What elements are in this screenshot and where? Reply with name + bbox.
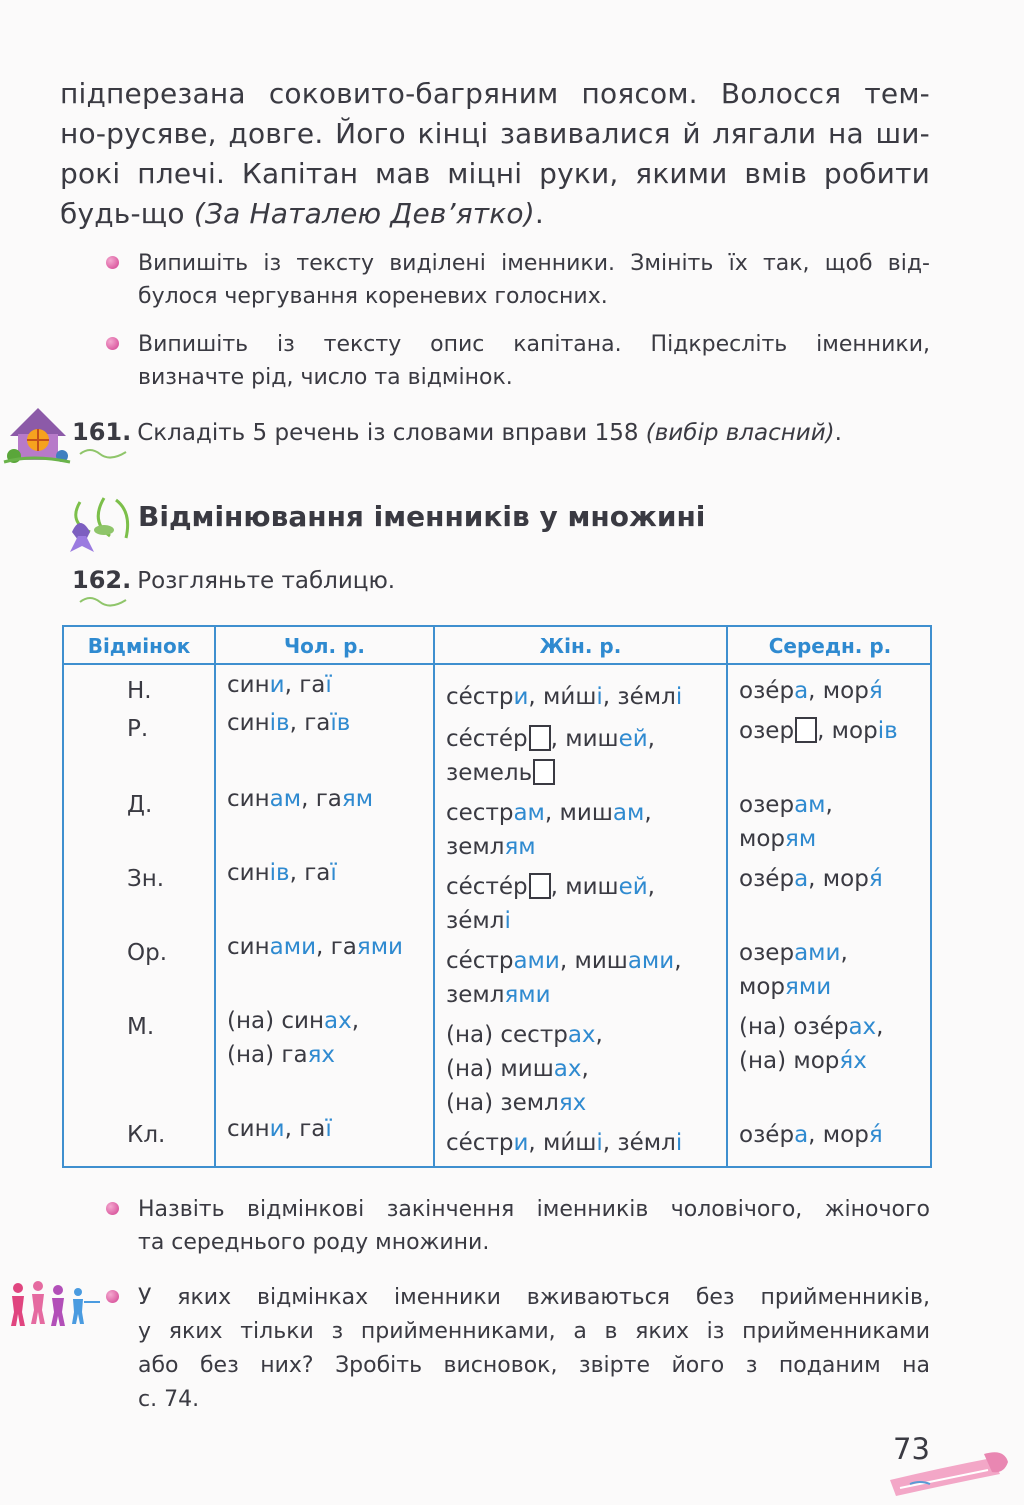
section-title: Відмінювання іменників у множині [138, 500, 706, 533]
table-divider [214, 627, 216, 1166]
neuter-form: озе́ра, моря́ [739, 1122, 883, 1148]
task-item [138, 1193, 930, 1259]
masculine-form: синам, гаям [227, 786, 374, 812]
bullet-icon [106, 1290, 119, 1303]
swirl-decoration-icon [78, 594, 128, 608]
paragraph-line: підперезана соковито-багряним поясом. Волосся тем- [60, 77, 930, 110]
neuter-form: морям [739, 826, 817, 852]
ending-placeholder-box [529, 725, 551, 751]
table-header-masculine: Чол. р. [283, 634, 366, 658]
paragraph-line [60, 194, 930, 234]
table-divider [433, 627, 435, 1166]
bullet-icon [106, 1202, 119, 1215]
page-number: 73 [893, 1432, 930, 1466]
table-header-neuter: Середн. р. [768, 634, 892, 658]
exercise-number: 161. [72, 418, 132, 446]
table-header-case: Відмінок [87, 634, 191, 658]
task-line: Випишіть із тексту виділені іменники. Змініть їх так, щоб від- [138, 251, 930, 276]
bluebell-flower-icon [60, 492, 136, 558]
feminine-form: зе́млі [446, 908, 511, 934]
feminine-form: се́сте́р , мишей, [446, 874, 655, 900]
task-item [138, 1281, 930, 1417]
neuter-form: озе́ра, моря́ [739, 866, 883, 892]
table-header-feminine: Жін. р. [539, 634, 622, 658]
feminine-form: землям [446, 834, 536, 860]
masculine-form: (на) гаях [227, 1042, 336, 1068]
masculine-form: сини, гаї [227, 1116, 332, 1142]
exercise-text: . [834, 420, 842, 446]
paragraph-text: будь-що [60, 197, 194, 230]
masculine-form: сини, гаї [227, 672, 332, 698]
neuter-form: озерам, [739, 792, 833, 818]
table-divider [726, 627, 728, 1166]
feminine-form: сестрам, мишам, [446, 800, 652, 826]
neuter-form: морями [739, 974, 832, 1000]
masculine-form: синів, гаїв [227, 710, 351, 736]
swirl-decoration-icon [78, 446, 128, 460]
task-item [138, 247, 930, 313]
exercise-text: Розгляньте таблицю. [137, 568, 396, 594]
house-icon [2, 402, 72, 468]
feminine-form: землями [446, 982, 551, 1008]
paragraph-line: но-русяве, довге. Його кінці завивалися й лягали на ши- [60, 117, 930, 150]
source-citation: (За Наталею Дев’ятко) [193, 197, 535, 230]
task-line: або без них? Зробіть висновок, звірте його з поданим на [138, 1353, 930, 1378]
paragraph-line: рокі плечі. Капітан мав міцні руки, якими вмів робити [60, 157, 930, 190]
task-line: булося чергування кореневих голосних. [138, 284, 608, 309]
case-label: Зн. [127, 866, 165, 892]
feminine-form: се́сте́р , мишей, [446, 726, 655, 752]
task-item [138, 328, 930, 394]
task-line: Випишіть із тексту опис капітана. Підкресліть іменники, [138, 332, 930, 357]
feminine-form: (на) мишах, [446, 1056, 589, 1082]
case-label: Д. [127, 792, 153, 818]
ending-placeholder-box [795, 717, 817, 743]
case-label: Ор. [127, 940, 168, 966]
scroll-ribbon-icon [880, 1440, 1020, 1502]
neuter-form: озер , морів [739, 718, 898, 744]
neuter-form: озерами, [739, 940, 848, 966]
children-group-icon [6, 1278, 102, 1328]
neuter-form: озе́ра, моря́ [739, 678, 883, 704]
bullet-icon [106, 256, 119, 269]
task-line: с. 74. [138, 1387, 200, 1412]
masculine-form: (на) синах, [227, 1008, 360, 1034]
case-label: М. [127, 1014, 155, 1040]
case-label: Н. [127, 678, 152, 704]
task-line: та середнього роду множини. [138, 1230, 490, 1255]
task-line: У яких відмінках іменники вживаються без прийменників, [138, 1285, 930, 1310]
feminine-form: земель [446, 756, 555, 790]
feminine-form: се́стри, ми́ші, зе́млі [446, 1130, 683, 1156]
task-line: Назвіть відмінкові закінчення іменників чоловічого, жіночого [138, 1197, 930, 1222]
masculine-form: синами, гаями [227, 934, 403, 960]
paragraph-text: . [534, 197, 544, 230]
ending-placeholder-box [529, 873, 551, 899]
exercise-162 [72, 564, 395, 597]
case-label: Р. [127, 716, 149, 742]
bullet-icon [106, 337, 119, 350]
feminine-form: се́страми, мишами, [446, 948, 682, 974]
masculine-form: синів, гаї [227, 860, 337, 886]
feminine-form: се́стри, ми́ші, зе́млі [446, 684, 683, 710]
case-label: Кл. [127, 1122, 166, 1148]
feminine-form: (на) сестрах, [446, 1022, 603, 1048]
neuter-form: (на) моря́х [739, 1048, 867, 1074]
neuter-form: (на) озе́рах, [739, 1014, 884, 1040]
exercise-161 [72, 416, 842, 449]
feminine-form: (на) землях [446, 1090, 587, 1116]
exercise-text: Складіть 5 речень із словами вправи 158 [137, 420, 646, 446]
story-paragraph [60, 74, 930, 234]
exercise-number: 162. [72, 566, 132, 594]
exercise-note: (вибір власний) [645, 420, 835, 446]
ending-placeholder-box [533, 759, 555, 785]
task-line: визначте рід, число та відмінок. [138, 365, 513, 390]
task-line: у яких тільки з прийменниками, а в яких із прийменниками [138, 1319, 930, 1344]
